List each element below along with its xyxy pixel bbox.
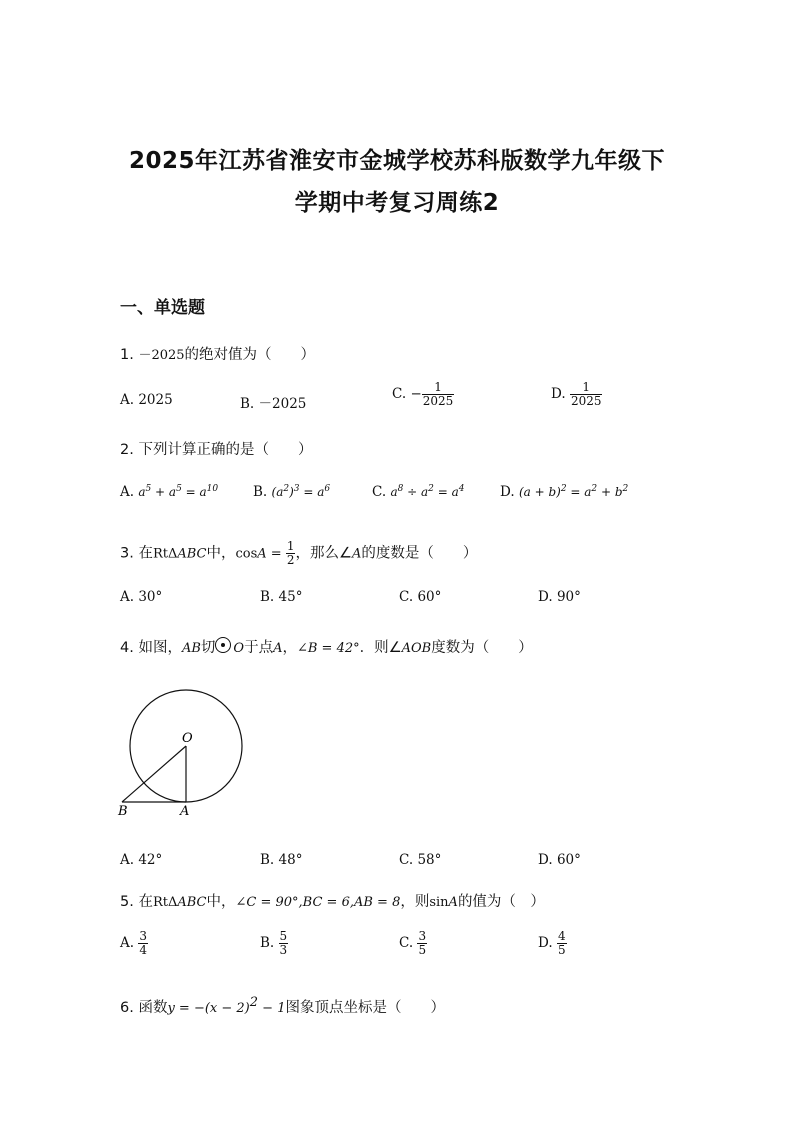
option-label: C. — [392, 386, 407, 402]
q4-option-c: C. 58° — [399, 852, 442, 868]
q2-option-d: D. $(a + b)^2 = a^2 + b^2$ — [500, 484, 629, 500]
option-label: A. — [120, 484, 135, 500]
option-label: D. — [551, 386, 566, 402]
q2-option-b: B. $(a^2)^3 = a^6$ — [253, 484, 331, 500]
option-label: D. — [500, 484, 515, 500]
q3-option-c: C. 60° — [399, 589, 442, 605]
option-sign: − — [410, 386, 422, 402]
circle-dot-icon — [215, 637, 231, 653]
question-6: 6. 函数$y = -(x - 2)^2 - 1$图象顶点坐标是（ ） — [120, 995, 445, 1016]
option-label: B. — [253, 484, 268, 500]
q1-math: －2025 — [138, 348, 185, 363]
q1-option-b — [240, 392, 306, 412]
q3-option-d: D. 90° — [538, 589, 581, 605]
geometry-figure — [112, 684, 252, 824]
option-label: C. — [372, 484, 387, 500]
q2-stem: 下列计算正确的是（ ） — [138, 442, 313, 458]
question-2 — [120, 438, 312, 459]
option-label: B. — [240, 396, 255, 412]
fraction: $\frac{1}{2}$ — [286, 539, 295, 567]
q5-option-c: C. $\frac{3}{5}$ — [399, 929, 427, 957]
question-1 — [120, 343, 315, 364]
q1-option-d — [551, 381, 602, 408]
q1-option-c — [392, 381, 454, 408]
q5-option-b: B. $\frac{5}{3}$ — [260, 929, 288, 957]
q1-number: 1. — [120, 347, 134, 363]
q3-option-b: B. 45° — [260, 589, 303, 605]
fraction: $\frac{1}{2025}$ — [422, 380, 454, 408]
q2-option-a: A. $a^5 + a^5 = a^{10}$ — [120, 484, 219, 500]
q4-option-b: B. 48° — [260, 852, 303, 868]
question-5: 5. 在RtΔABC中，∠C = 90°,BC = 6,AB = 8，则sinA的值为（ ） — [120, 894, 545, 910]
q1-stem: 的绝对值为（ ） — [184, 347, 316, 363]
q4-option-d: D. 60° — [538, 852, 581, 868]
label-a: A — [180, 804, 190, 819]
option-label: A. — [120, 392, 135, 408]
q2-option-c: C. $a^8 \div a^2 = a^4$ — [372, 484, 465, 500]
fraction: $\frac{1}{2025}$ — [570, 380, 602, 408]
section-heading: 一、单选题 — [120, 298, 205, 318]
q2-number: 2. — [120, 442, 134, 458]
doc-title-line1: 2025年江苏省淮安市金城学校苏科版数学九年级下 — [128, 148, 665, 174]
label-o: O — [182, 731, 193, 746]
doc-title-line2: 学期中考复习周练2 — [294, 190, 500, 216]
question-4: 4. 如图，AB切 O于点A，∠B = 42°．则∠AOB度数为（ ） — [120, 636, 533, 657]
q4-option-a: A. 42° — [120, 852, 163, 868]
segment-bo — [122, 746, 186, 802]
option-value: －2025 — [258, 396, 307, 412]
q5-option-a: A. $\frac{3}{4}$ — [120, 929, 147, 957]
q3-option-a: A. 30° — [120, 589, 163, 605]
label-b: B — [118, 804, 128, 819]
q5-option-d: D. $\frac{4}{5}$ — [538, 929, 566, 957]
q1-option-a — [120, 392, 173, 408]
question-3: 3. 在RtΔABC中，cosA = $\frac{1}{2}$ ，那么∠A的度数是（ ） — [120, 539, 478, 567]
option-value: 2025 — [138, 392, 173, 408]
